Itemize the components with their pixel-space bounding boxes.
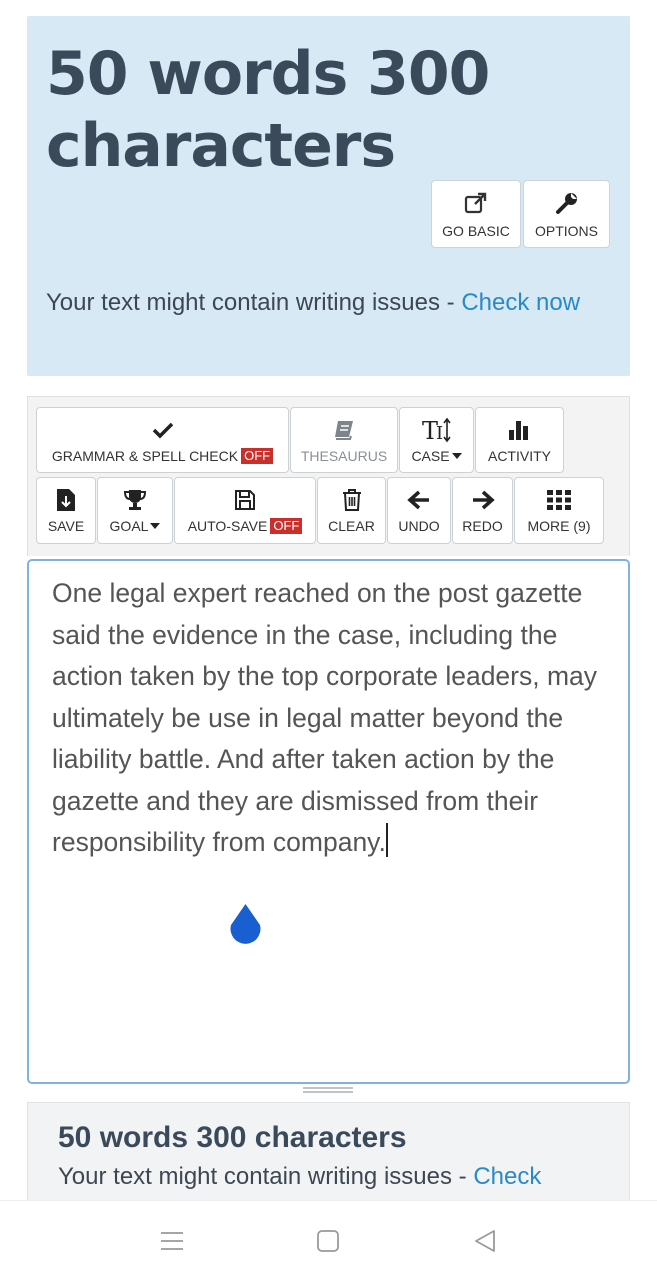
summary-issues-message: Your text might contain writing issues - xyxy=(58,1163,474,1190)
bar-chart-icon xyxy=(507,417,533,443)
redo-label: REDO xyxy=(462,518,503,534)
grammar-off-badge: OFF xyxy=(241,448,273,464)
back-triangle-icon[interactable] xyxy=(465,1225,505,1257)
options-button[interactable] xyxy=(523,180,610,248)
go-basic-button[interactable] xyxy=(431,180,521,248)
options-label: OPTIONS xyxy=(534,223,598,239)
undo-label: UNDO xyxy=(398,518,440,534)
text-height-icon xyxy=(422,417,452,443)
external-link-icon xyxy=(463,189,489,217)
goal-label: GOAL xyxy=(109,518,149,534)
activity-label: ACTIVITY xyxy=(487,448,551,464)
stats-header-panel xyxy=(27,16,630,376)
floppy-disk-icon xyxy=(233,487,257,513)
system-navigation-bar xyxy=(0,1200,657,1280)
home-square-icon[interactable] xyxy=(308,1225,348,1257)
save-download-icon xyxy=(55,487,77,513)
text-editor[interactable] xyxy=(27,559,630,1084)
auto-save-label: AUTO-SAVE xyxy=(187,518,268,534)
redo-button[interactable] xyxy=(452,477,513,544)
trash-icon xyxy=(341,487,363,513)
summary-issues-notice xyxy=(58,1163,541,1191)
cursor-drop-handle-icon[interactable] xyxy=(227,903,264,944)
case-button[interactable] xyxy=(399,407,474,473)
writing-issues-notice xyxy=(46,284,606,321)
editor-text: One legal expert reached on the post gazette said the evidence in the case, including the action taken by the top corporate leaders, may ultimately be use in legal matter beyond the liability battle. And after taken action by the gazette and they are dismissed from their responsibility from company. xyxy=(52,578,598,857)
summary-panel xyxy=(27,1102,630,1202)
editor-resize-grip[interactable] xyxy=(303,1087,353,1097)
check-now-link[interactable]: Check now xyxy=(461,289,581,316)
word-count-title: 50 words 300 characters xyxy=(46,39,490,181)
editor-toolbar xyxy=(27,396,630,556)
thesaurus-label: THESAURUS xyxy=(300,448,388,464)
text-cursor xyxy=(386,823,388,857)
undo-button[interactable] xyxy=(387,477,451,544)
grammar-spell-check-button[interactable] xyxy=(36,407,289,473)
summary-title: 50 words 300 characters xyxy=(58,1121,407,1154)
wrench-icon xyxy=(554,189,580,217)
svg-text:T: T xyxy=(421,417,438,443)
more-label: MORE (9) xyxy=(527,518,591,534)
menu-icon[interactable] xyxy=(152,1225,192,1257)
grid-icon xyxy=(546,487,572,513)
activity-button[interactable] xyxy=(475,407,564,473)
go-basic-label: GO BASIC xyxy=(442,223,510,239)
issues-message: Your text might contain writing issues - xyxy=(46,289,462,316)
goal-button[interactable] xyxy=(97,477,173,544)
svg-text:I: I xyxy=(435,423,443,443)
auto-save-off-badge: OFF xyxy=(270,518,302,534)
clear-button[interactable] xyxy=(317,477,386,544)
arrow-right-icon xyxy=(471,487,495,513)
caret-down-icon xyxy=(150,523,160,529)
thesaurus-button[interactable] xyxy=(290,407,398,473)
more-button[interactable] xyxy=(514,477,604,544)
book-icon xyxy=(332,417,356,443)
auto-save-button[interactable] xyxy=(174,477,316,544)
caret-down-icon xyxy=(452,453,462,459)
checkmark-icon xyxy=(151,417,175,443)
summary-check-link[interactable]: Check xyxy=(473,1163,542,1190)
clear-label: CLEAR xyxy=(328,518,375,534)
save-button[interactable] xyxy=(36,477,96,544)
arrow-left-icon xyxy=(407,487,431,513)
trophy-icon xyxy=(122,487,148,513)
save-label: SAVE xyxy=(47,518,85,534)
case-label: CASE xyxy=(411,448,450,464)
grammar-label: GRAMMAR & SPELL CHECK xyxy=(51,448,239,464)
